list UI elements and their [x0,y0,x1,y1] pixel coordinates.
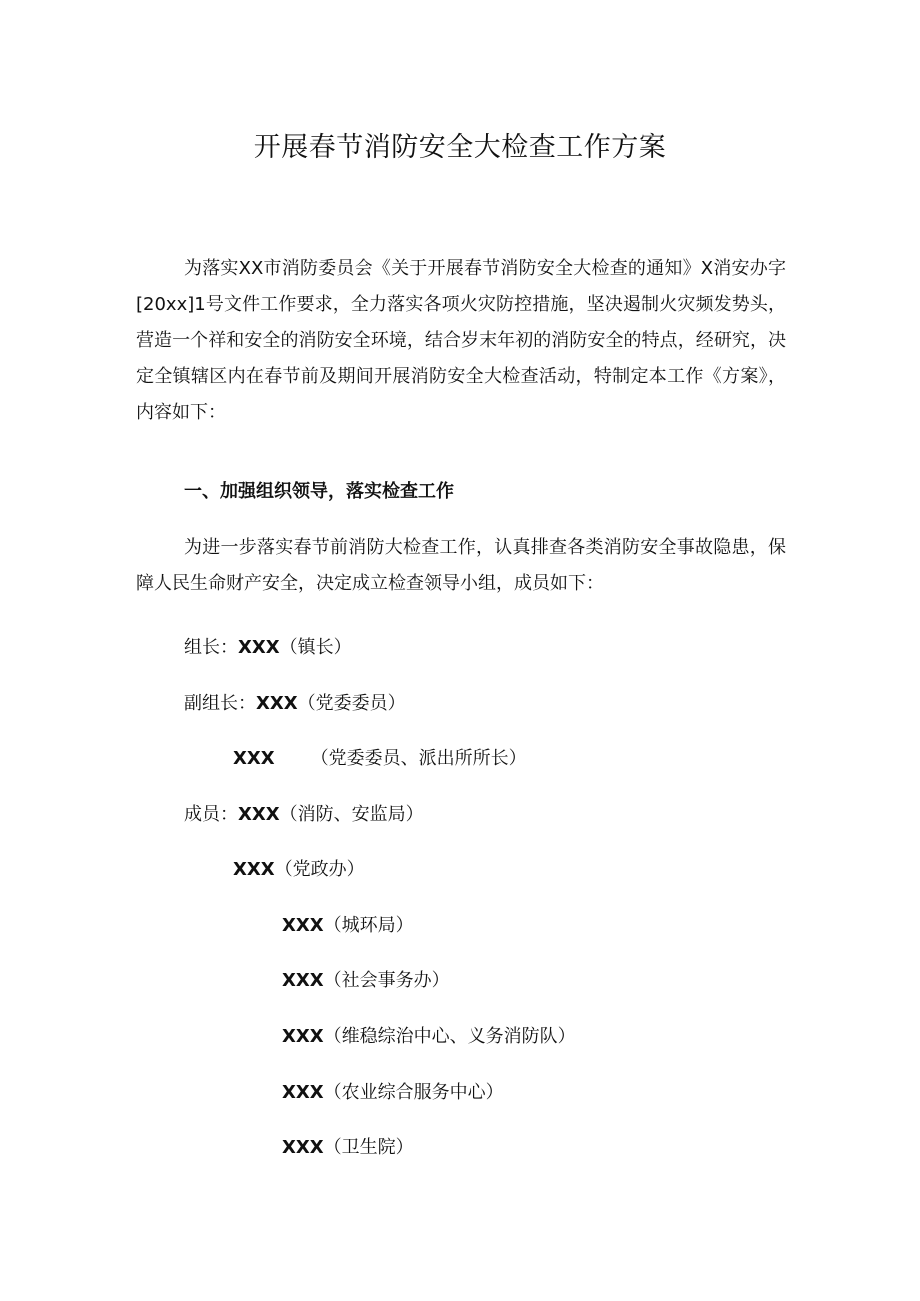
roster-note: （党政办） [274,859,365,880]
roster-line-member-5 [282,1019,576,1055]
roster-line-deputy [184,686,406,722]
roster-note: （维稳综治中心、义务消防队） [323,1026,576,1047]
roster-line-member-6 [282,1075,504,1111]
roster-name: XXX [233,859,275,880]
roster-line-member-1 [184,797,424,833]
roster-name: XXX [238,804,280,825]
roster-note: （党委委员） [297,693,406,714]
roster-name: XXX [256,693,298,714]
roster-line-member-4 [282,963,450,999]
roster-line-deputy-2 [233,741,527,777]
document-title: 开展春节消防安全大检查工作方案 [253,132,667,163]
roster-name: XXX [282,1026,324,1047]
roster-note: （党委委员、派出所所长） [310,748,527,769]
roster-note: （镇长） [279,637,352,658]
roster-name: XXX [282,1137,324,1158]
roster-line-member-3 [282,908,414,944]
section-1-paragraph: 为进一步落实春节前消防大检查工作，认真排查各类消防安全事故隐患，保障人民生命财产安全，决定成立检查领导小组，成员如下： [136,537,786,594]
roster-note: （消防、安监局） [279,804,424,825]
roster-role: 成员： [184,804,238,825]
roster-note: （卫生院） [323,1137,414,1158]
roster-name: XXX [238,637,280,658]
roster-note: （城环局） [323,915,414,936]
roster-role: 副组长： [184,693,256,714]
roster-note: （社会事务办） [323,970,450,991]
intro-paragraph: 为落实XX市消防委员会《关于开展春节消防安全大检查的通知》X消安办字[20xx]1号文件工作要求，全力落实各项火灾防控措施，坚决遏制火灾频发势头，营造一个祥和安全的消防安全环境，结合岁末年初的消防安全的特点，经研究，决定全镇辖区内在春节前及期间开展消防安全大检查活动，特制定本工作《方案》，内容如下： [136,258,786,423]
section-1-heading: 一、加强组织领导，落实检查工作 [184,481,454,502]
roster-name: XXX [233,748,275,769]
roster-name: XXX [282,970,324,991]
roster-line-leader [184,630,352,666]
roster-line-member-2 [233,852,365,888]
roster-role: 组长： [184,637,238,658]
roster-line-member-7 [282,1130,414,1166]
roster-name: XXX [282,915,324,936]
roster-note: （农业综合服务中心） [323,1082,504,1103]
roster-name: XXX [282,1082,324,1103]
